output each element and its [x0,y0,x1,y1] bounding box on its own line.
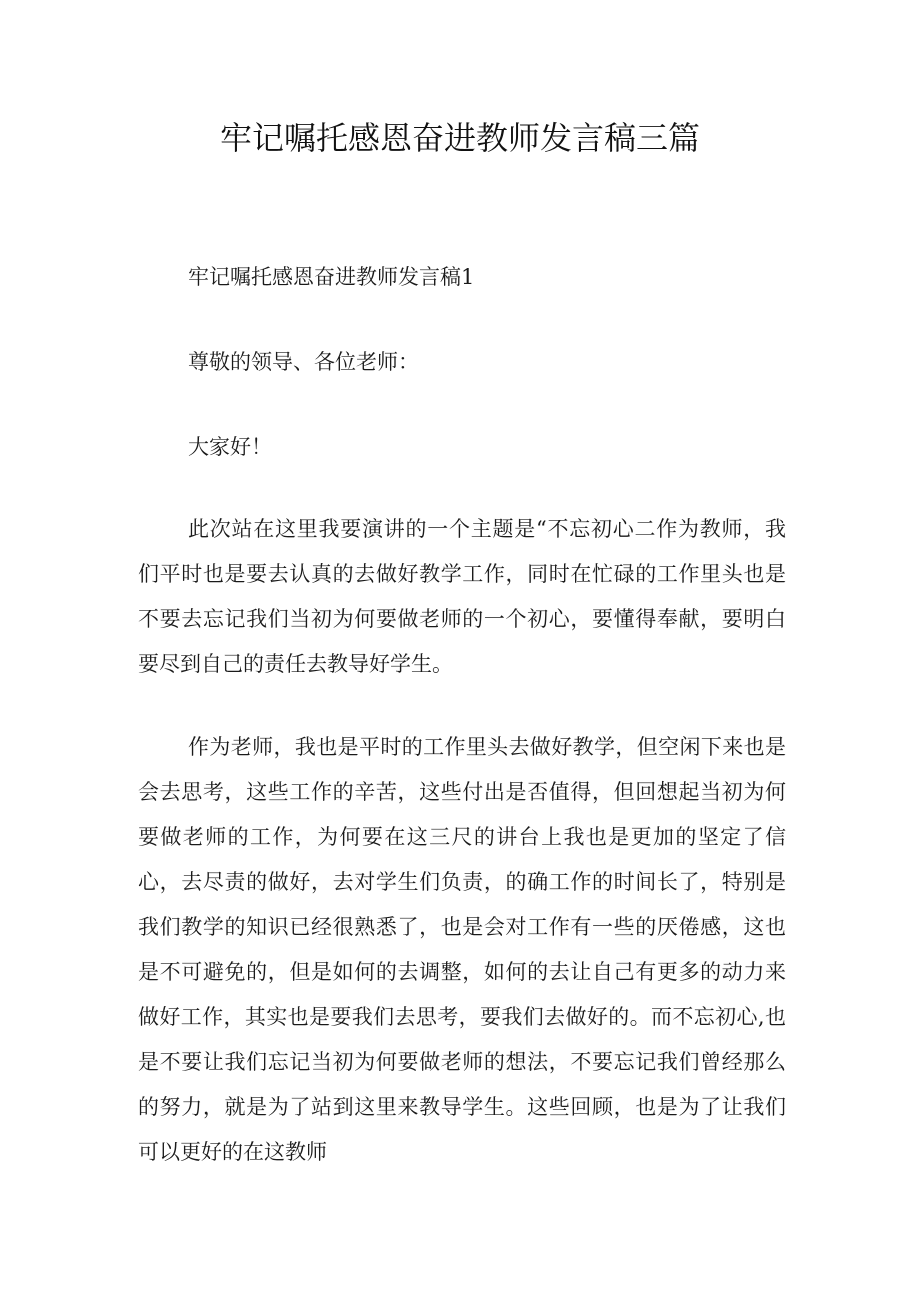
document-title: 牢记嘱托感恩奋进教师发言稿三篇 [219,119,700,157]
body-paragraph: 作为老师，我也是平时的工作里头去做好教学，但空闲下来也是会去思考，这些工作的辛苦，这些付出是否值得，但回想起当初为何要做老师的工作，为何要在这三尺的讲台上我也是更加的坚定了信心，去尽责的做好，去对学生们负责，的确工作的时间长了，特别是我们教学的知识已经很熟悉了，也是会对工作有一些的厌倦感，这也是不可避免的，但是如何的去调整，如何的去让自己有更多的动力来做好工作，其实也是要我们去思考，要我们去做好的。而不忘初心,也是不要让我们忘记当初为何要做老师的想法，不要忘记我们曾经那么的努力，就是为了站到这里来教导学生。这些回顾，也是为了让我们可以更好的在这教师 [138,735,786,1164]
greeting-line: 大家好！ [188,435,272,459]
salutation: 尊敬的领导、各位老师： [188,350,419,374]
speech-subtitle: 牢记嘱托感恩奋进教师发言稿1 [188,265,475,289]
body-paragraph: 此次站在这里我要演讲的一个主题是“不忘初心二作为教师，我们平时也是要去认真的去做好教学工作，同时在忙碌的工作里头也是不要去忘记我们当初为何要做老师的一个初心，要懂得奉献，要明白要尽到自己的责任去教导好学生。 [138,517,786,676]
